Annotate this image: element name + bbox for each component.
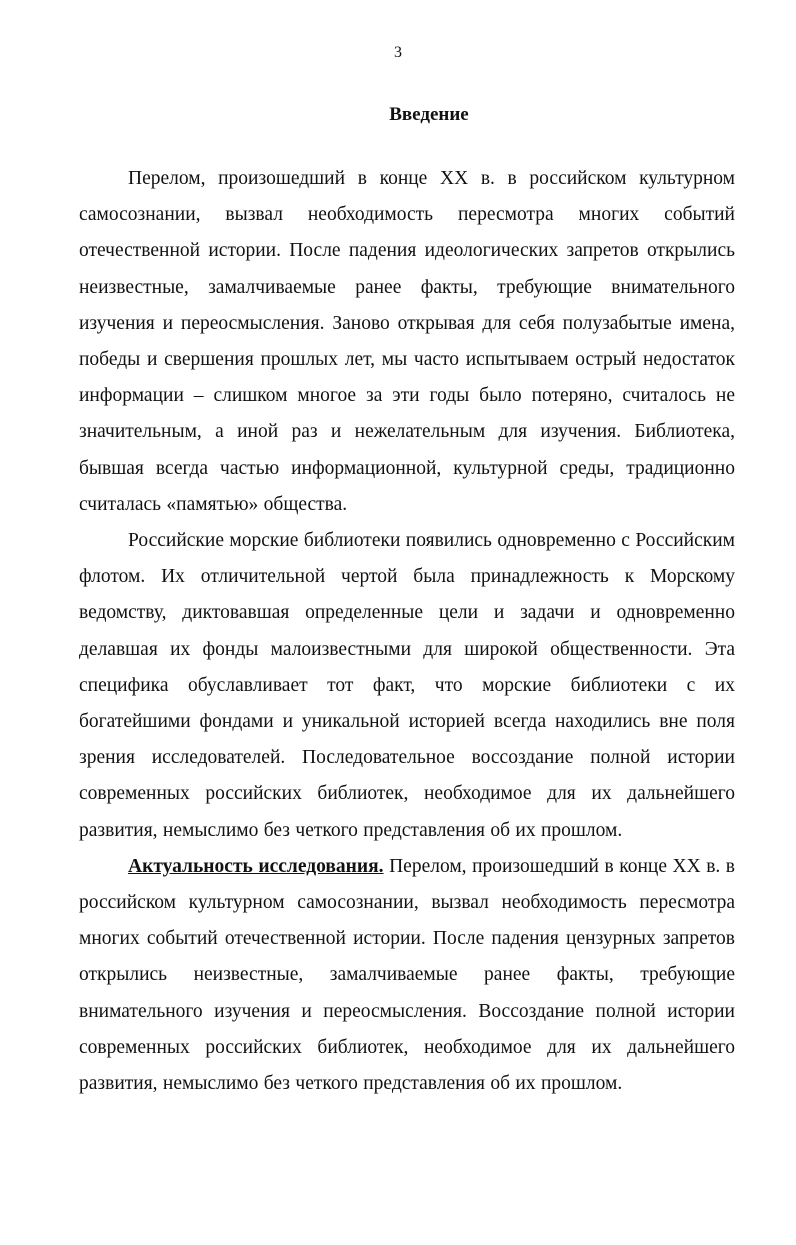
paragraph-naval-libraries-text: Российские морские библиотеки появились одновременно с Российским флотом. Их отличительной чертой была принадлежность к Морскому ведомству, диктовавшая определенные цели и задачи и одновременно делавшая их фонды малоизвестными для широкой общественности. Эта специфика обуславливает тот факт, что морские библиотеки с их богатейшими фондами и уникальной историей всегда находились вне поля зрения исследователей. Последовательное воссоздание полной истории современных российских библиотек, необходимое для их дальнейшего развития, немыслимо без четкого представления об их прошлом. [79,530,735,841]
page-number: 3 [394,44,402,61]
paragraph-naval-libraries [79,523,735,849]
paragraph-relevance [79,849,735,1102]
paragraph-relevance-text: Перелом, произошедший в конце XX в. в российском культурном самосознании, вызвал необходимость пересмотра многих событий отечественной истории. После падения цензурных запретов открылись неизвестные, замалчиваемые ранее факты, требующие внимательного изучения и переосмысления. Воссоздание полной истории современных российских библиотек, необходимое для их дальнейшего развития, немыслимо без четкого представления об их прошлом. [79,855,736,1095]
paragraph-intro [79,161,735,523]
section-title: Введение [389,104,469,125]
paragraph-intro-text: Перелом, произошедший в конце XX в. в российском культурном самосознании, вызвал необходимость пересмотра многих событий отечественной истории. После падения идеологических запретов открылись неизвестные, замалчиваемые ранее факты, требующие внимательного изучения и переосмысления. Заново открывая для себя полузабытые имена, победы и свершения прошлых лет, мы часто испытываем острый недостаток информации – слишком многое за эти годы было потеряно, считалось не значительным, а иной раз и нежелательным для изучения. Библиотека, бывшая всегда частью информационной, культурной среды, традиционно считалась «памятью» общества. [79,168,735,515]
body-text [79,161,735,1102]
relevance-heading: Актуальность исследования. [128,855,384,877]
